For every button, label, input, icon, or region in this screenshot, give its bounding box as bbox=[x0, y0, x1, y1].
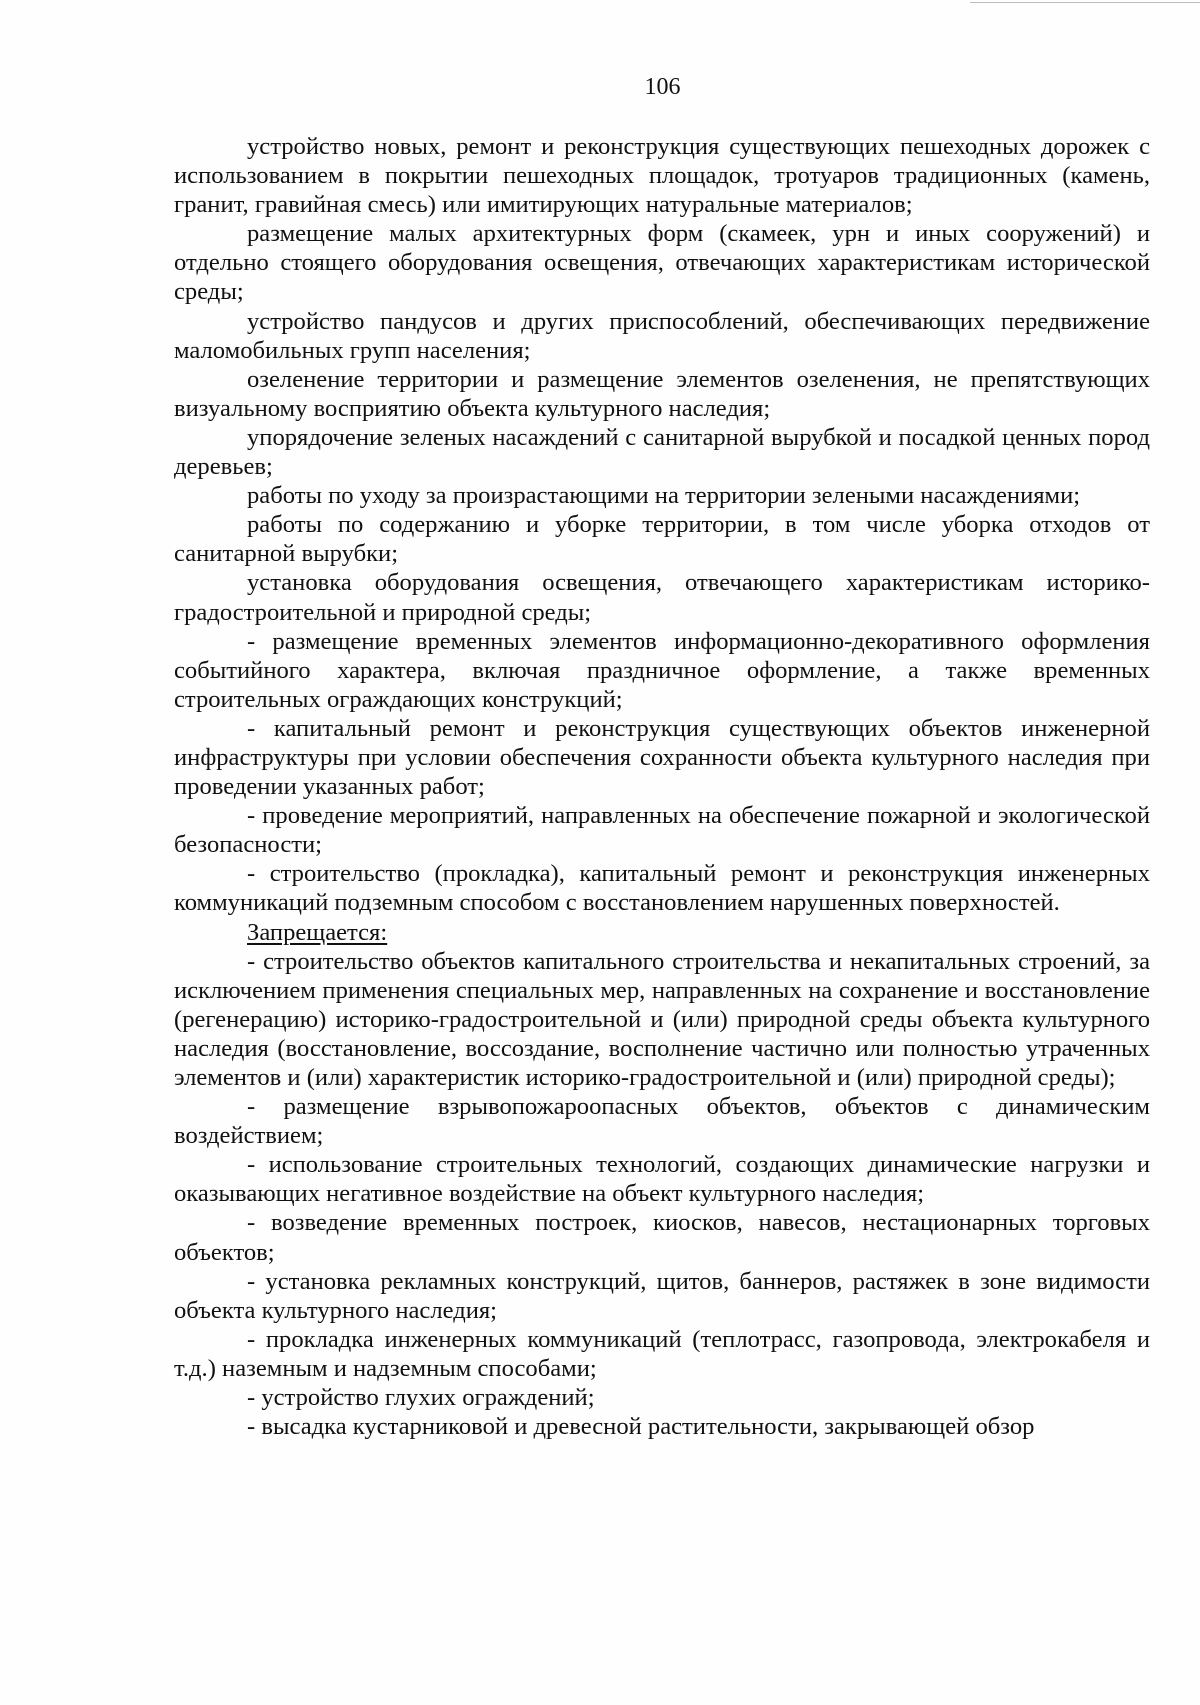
allowed-item: работы по содержанию и уборке территории, в том числе уборка отходов от санитарной вырубки; bbox=[174, 511, 1150, 568]
allowed-item: работы по уходу за произрастающими на территории зелеными насаждениями; bbox=[247, 482, 1081, 510]
allowed-item: размещение малых архитектурных форм (скамеек, урн и иных сооружений) и отдельно стоящего оборудования освещения, отвечающих характеристикам исторической среды; bbox=[174, 220, 1150, 306]
prohibited-item: - высадка кустарниковой и древесной растительности, закрывающей обзор bbox=[247, 1413, 1035, 1441]
prohibited-item: - использование строительных технологий, создающих динамические нагрузки и оказывающих негативное воздействие на объект культурного наследия; bbox=[174, 1151, 1150, 1208]
allowed-item: устройство пандусов и других приспособлений, обеспечивающих передвижение маломобильных групп населения; bbox=[174, 307, 1150, 364]
allowed-item: - строительство (прокладка), капитальный ремонт и реконструкция инженерных коммуникаций подземным способом с восстановлением нарушенных поверхностей. bbox=[174, 860, 1150, 917]
prohibited-item: - устройство глухих ограждений; bbox=[247, 1384, 595, 1412]
allowed-item: - капитальный ремонт и реконструкция существующих объектов инженерной инфраструктуры при условии обеспечения сохранности объекта культурного наследия при проведении указанных работ; bbox=[174, 714, 1150, 801]
top-edge-rule bbox=[970, 2, 1200, 3]
document-body bbox=[174, 132, 1150, 1441]
prohibited-heading-text: Запрещается: bbox=[247, 918, 388, 946]
allowed-item: упорядочение зеленых насаждений с санитарной вырубкой и посадкой ценных пород деревьев; bbox=[174, 423, 1150, 481]
page-number: 106 bbox=[644, 74, 681, 100]
allowed-item: - размещение временных элементов информационно-декоративного оформления событийного характера, включая праздничное оформление, а также временных строительных ограждающих конструкций; bbox=[174, 627, 1150, 713]
allowed-item: устройство новых, ремонт и реконструкция существующих пешеходных дорожек с использованием в покрытии пешеходных площадок, тротуаров традиционных (камень, гранит, гравийная смесь) или имитирующих натуральные материалов; bbox=[174, 133, 1150, 219]
prohibited-item: - прокладка инженерных коммуникаций (теплотрасс, газопровода, электрокабеля и т.д.) наземным и надземным способами; bbox=[174, 1325, 1150, 1382]
allowed-item: установка оборудования освещения, отвечающего характеристикам историко-градостроительной и природной среды; bbox=[174, 569, 1150, 626]
prohibited-item: - строительство объектов капитального строительства и некапитальных строений, за исключением применения специальных мер, направленных на сохранение и восстановление (регенерацию) историко-градостроительной и (или) природной среды объекта культурного наследия (восстановление, воссоздание, восполнение частично или полностью утраченных элементов и (или) характеристик историко-градостроительной и (или) природной среды); bbox=[174, 947, 1150, 1091]
section-heading-prohibited bbox=[174, 918, 1150, 947]
prohibited-item: - возведение временных построек, киосков, навесов, нестационарных торговых объектов; bbox=[174, 1209, 1150, 1266]
allowed-item: озеленение территории и размещение элементов озеленения, не препятствующих визуальному восприятию объекта культурного наследия; bbox=[174, 365, 1150, 422]
prohibited-item: - размещение взрывопожароопасных объектов, объектов с динамическим воздействием; bbox=[174, 1093, 1150, 1150]
prohibited-item: - установка рекламных конструкций, щитов, баннеров, растяжек в зоне видимости объекта культурного наследия; bbox=[174, 1267, 1150, 1324]
allowed-item: - проведение мероприятий, направленных на обеспечение пожарной и экологической безопасности; bbox=[174, 802, 1150, 859]
